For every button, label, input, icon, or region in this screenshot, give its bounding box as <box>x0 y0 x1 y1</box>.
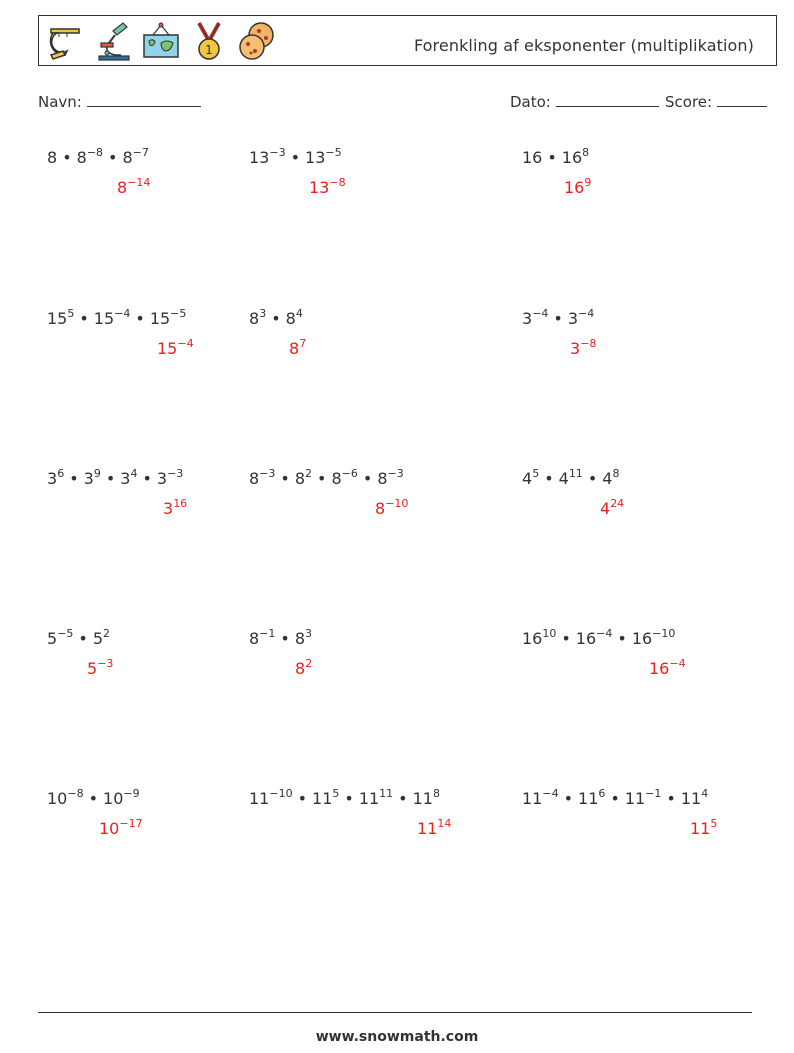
name-label: Navn: <box>38 93 82 111</box>
answer-base: 3 <box>570 339 581 358</box>
problem-question <box>47 789 140 808</box>
problem-answer <box>163 499 187 518</box>
multiply-dot: • <box>280 469 290 488</box>
answer-base: 13 <box>309 178 330 197</box>
multiply-dot: • <box>271 309 281 328</box>
term-exponent: −3 <box>259 467 276 480</box>
multiply-dot: • <box>553 309 563 328</box>
answer-exponent: −4 <box>669 657 686 670</box>
term-exponent: 10 <box>542 627 557 640</box>
multiply-dot: • <box>69 469 79 488</box>
multiply-dot: • <box>142 469 152 488</box>
term-exponent: −1 <box>259 627 276 640</box>
problem-answer <box>309 178 346 197</box>
term-base: 5 <box>47 629 58 648</box>
multiply-dot: • <box>563 789 574 808</box>
multiply-dot: • <box>290 148 301 167</box>
term-exponent: −5 <box>325 146 342 159</box>
term-exponent: −8 <box>67 787 84 800</box>
multiply-dot: • <box>297 789 308 808</box>
term-exponent: 2 <box>103 627 111 640</box>
term-base: 16 <box>522 148 543 167</box>
answer-exponent: −17 <box>119 817 143 830</box>
name-blank[interactable] <box>87 92 201 107</box>
answer-base: 5 <box>87 659 98 678</box>
answer-base: 8 <box>289 339 300 358</box>
term-exponent: −3 <box>269 146 286 159</box>
multiply-dot: • <box>398 789 408 808</box>
answer-exponent: 2 <box>305 657 313 670</box>
answer-base: 11 <box>417 819 438 838</box>
term-base: 10 <box>47 789 68 808</box>
term-base: 3 <box>83 469 94 488</box>
term-exponent: −4 <box>542 787 559 800</box>
term-exponent: 6 <box>598 787 606 800</box>
term-exponent: 8 <box>612 467 620 480</box>
answer-exponent: 24 <box>610 497 625 510</box>
problem-question <box>522 309 594 328</box>
answer-exponent: 14 <box>437 817 452 830</box>
term-base: 4 <box>602 469 613 488</box>
term-base: 8 <box>294 629 306 648</box>
date-blank[interactable] <box>556 92 659 107</box>
answer-base: 15 <box>157 339 178 358</box>
multiply-dot: • <box>666 789 676 808</box>
worksheet-header <box>38 15 777 66</box>
term-exponent: −1 <box>645 787 662 800</box>
term-base: 8 <box>249 469 260 488</box>
term-exponent: 3 <box>259 307 267 320</box>
answer-exponent: −8 <box>329 176 346 189</box>
term-exponent: −9 <box>123 787 140 800</box>
multiply-dot: • <box>547 148 557 167</box>
term-exponent: 8 <box>432 787 440 800</box>
multiply-dot: • <box>88 789 99 808</box>
date-field[interactable] <box>510 92 659 111</box>
term-exponent: 5 <box>332 787 340 800</box>
problem-question <box>249 148 342 167</box>
multiply-dot: • <box>135 309 145 328</box>
protractor-icon <box>45 19 85 63</box>
term-exponent: 4 <box>130 467 138 480</box>
cookies-icon <box>237 19 277 63</box>
answer-base: 4 <box>600 499 611 518</box>
problem-question <box>249 469 404 488</box>
score-label: Score: <box>665 93 713 111</box>
answer-base: 11 <box>690 819 711 838</box>
term-exponent: 4 <box>701 787 709 800</box>
footer-divider <box>38 1012 752 1013</box>
term-base: 16 <box>631 629 653 648</box>
multiply-dot: • <box>78 629 88 648</box>
answer-exponent: −4 <box>177 337 194 350</box>
term-exponent: −4 <box>596 627 613 640</box>
answer-base: 16 <box>649 659 670 678</box>
term-base: 3 <box>47 469 58 488</box>
problem-answer <box>570 339 596 358</box>
term-exponent: 6 <box>57 467 65 480</box>
problem-answer <box>690 819 717 838</box>
problem-question <box>522 148 589 167</box>
answer-exponent: 5 <box>710 817 718 830</box>
term-base: 8 <box>249 309 260 328</box>
problem-question <box>47 469 183 488</box>
multiply-dot: • <box>561 629 571 648</box>
problem-answer <box>564 178 591 197</box>
answer-base: 8 <box>375 499 386 518</box>
multiply-dot: • <box>317 469 327 488</box>
problem-answer <box>375 499 408 518</box>
term-exponent: 5 <box>532 467 540 480</box>
term-exponent: 11 <box>568 467 583 480</box>
multiply-dot: • <box>362 469 373 488</box>
term-base: 8 <box>294 469 306 488</box>
problem-answer <box>295 659 312 678</box>
term-exponent: −4 <box>532 307 549 320</box>
problem-answer <box>157 339 194 358</box>
term-exponent: −10 <box>652 627 676 640</box>
problem-answer <box>87 659 113 678</box>
multiply-dot: • <box>610 789 620 808</box>
problem-question <box>47 629 110 648</box>
term-base: 11 <box>249 789 270 808</box>
term-base: 3 <box>567 309 579 328</box>
term-base: 11 <box>312 789 333 808</box>
answer-base: 10 <box>99 819 120 838</box>
footer-url[interactable]: www.snowmath.com <box>315 1029 479 1045</box>
problem-answer <box>99 819 143 838</box>
problem-answer <box>289 339 306 358</box>
problem-answer <box>117 178 150 197</box>
multiply-dot: • <box>105 469 116 488</box>
term-base: 5 <box>92 629 104 648</box>
multiply-dot: • <box>617 629 627 648</box>
multiply-dot: • <box>108 148 118 167</box>
term-base: 15 <box>149 309 171 328</box>
term-base: 3 <box>522 309 533 328</box>
term-exponent: −5 <box>170 307 187 320</box>
term-base: 11 <box>522 789 543 808</box>
term-base: 10 <box>103 789 124 808</box>
answer-exponent: 7 <box>299 337 307 350</box>
term-exponent: −3 <box>167 467 184 480</box>
multiply-dot: • <box>62 148 72 167</box>
problem-question <box>522 629 675 648</box>
term-exponent: 5 <box>67 307 75 320</box>
answer-base: 3 <box>163 499 174 518</box>
date-label: Dato: <box>510 93 551 111</box>
problem-question <box>47 148 149 167</box>
svg-text:1: 1 <box>205 43 213 57</box>
term-exponent: 11 <box>379 787 394 800</box>
problem-question <box>522 469 619 488</box>
term-base: 11 <box>624 789 646 808</box>
term-exponent: 2 <box>305 467 313 480</box>
multiply-dot: • <box>280 629 290 648</box>
term-base: 3 <box>156 469 168 488</box>
problem-answer <box>649 659 686 678</box>
answer-exponent: −10 <box>385 497 409 510</box>
multiply-dot: • <box>79 309 89 328</box>
term-exponent: 4 <box>295 307 303 320</box>
term-base: 13 <box>249 148 270 167</box>
answer-exponent: 16 <box>173 497 188 510</box>
term-exponent: −4 <box>578 307 595 320</box>
answer-exponent: −14 <box>127 176 151 189</box>
name-field[interactable] <box>38 92 201 111</box>
problem-answer <box>600 499 624 518</box>
term-exponent: −4 <box>114 307 131 320</box>
term-base: 8 <box>377 469 388 488</box>
term-base: 4 <box>558 469 569 488</box>
multiply-dot: • <box>587 469 598 488</box>
term-base: 16 <box>522 629 543 648</box>
term-base: 13 <box>305 148 326 167</box>
score-blank[interactable] <box>717 92 767 107</box>
problem-question <box>522 789 708 808</box>
multiply-dot: • <box>344 789 354 808</box>
term-base: 11 <box>680 789 702 808</box>
score-field[interactable] <box>665 92 767 111</box>
term-base: 8 <box>47 148 58 167</box>
term-exponent: 9 <box>93 467 101 480</box>
term-base: 8 <box>249 629 260 648</box>
term-exponent: −6 <box>341 467 358 480</box>
answer-base: 8 <box>117 178 128 197</box>
term-exponent: −3 <box>387 467 404 480</box>
answer-exponent: −3 <box>97 657 114 670</box>
term-base: 8 <box>285 309 296 328</box>
problem-answer <box>417 819 451 838</box>
term-base: 8 <box>76 148 87 167</box>
term-base: 11 <box>358 789 380 808</box>
problem-question <box>47 309 186 328</box>
problem-question <box>249 629 312 648</box>
microscope-icon <box>93 19 133 63</box>
map-icon <box>141 19 181 63</box>
term-base: 3 <box>120 469 131 488</box>
multiply-dot: • <box>544 469 554 488</box>
worksheet-title: Forenkling af eksponenter (multiplikation) <box>413 36 754 55</box>
term-exponent: −10 <box>269 787 293 800</box>
term-base: 15 <box>93 309 115 328</box>
term-exponent: 3 <box>305 627 313 640</box>
header-icons <box>45 19 277 63</box>
answer-exponent: −8 <box>580 337 597 350</box>
term-base: 16 <box>561 148 583 167</box>
term-base: 4 <box>522 469 533 488</box>
term-exponent: 8 <box>582 146 590 159</box>
answer-base: 16 <box>564 178 585 197</box>
term-base: 8 <box>122 148 133 167</box>
term-exponent: −7 <box>132 146 149 159</box>
term-base: 15 <box>47 309 68 328</box>
answer-base: 8 <box>295 659 306 678</box>
term-base: 16 <box>575 629 597 648</box>
medal-icon <box>189 19 229 63</box>
term-base: 11 <box>578 789 599 808</box>
problem-question <box>249 789 440 808</box>
answer-exponent: 9 <box>584 176 592 189</box>
term-exponent: −5 <box>57 627 74 640</box>
problem-question <box>249 309 303 328</box>
term-exponent: −8 <box>86 146 104 159</box>
term-base: 8 <box>331 469 342 488</box>
term-base: 11 <box>412 789 433 808</box>
